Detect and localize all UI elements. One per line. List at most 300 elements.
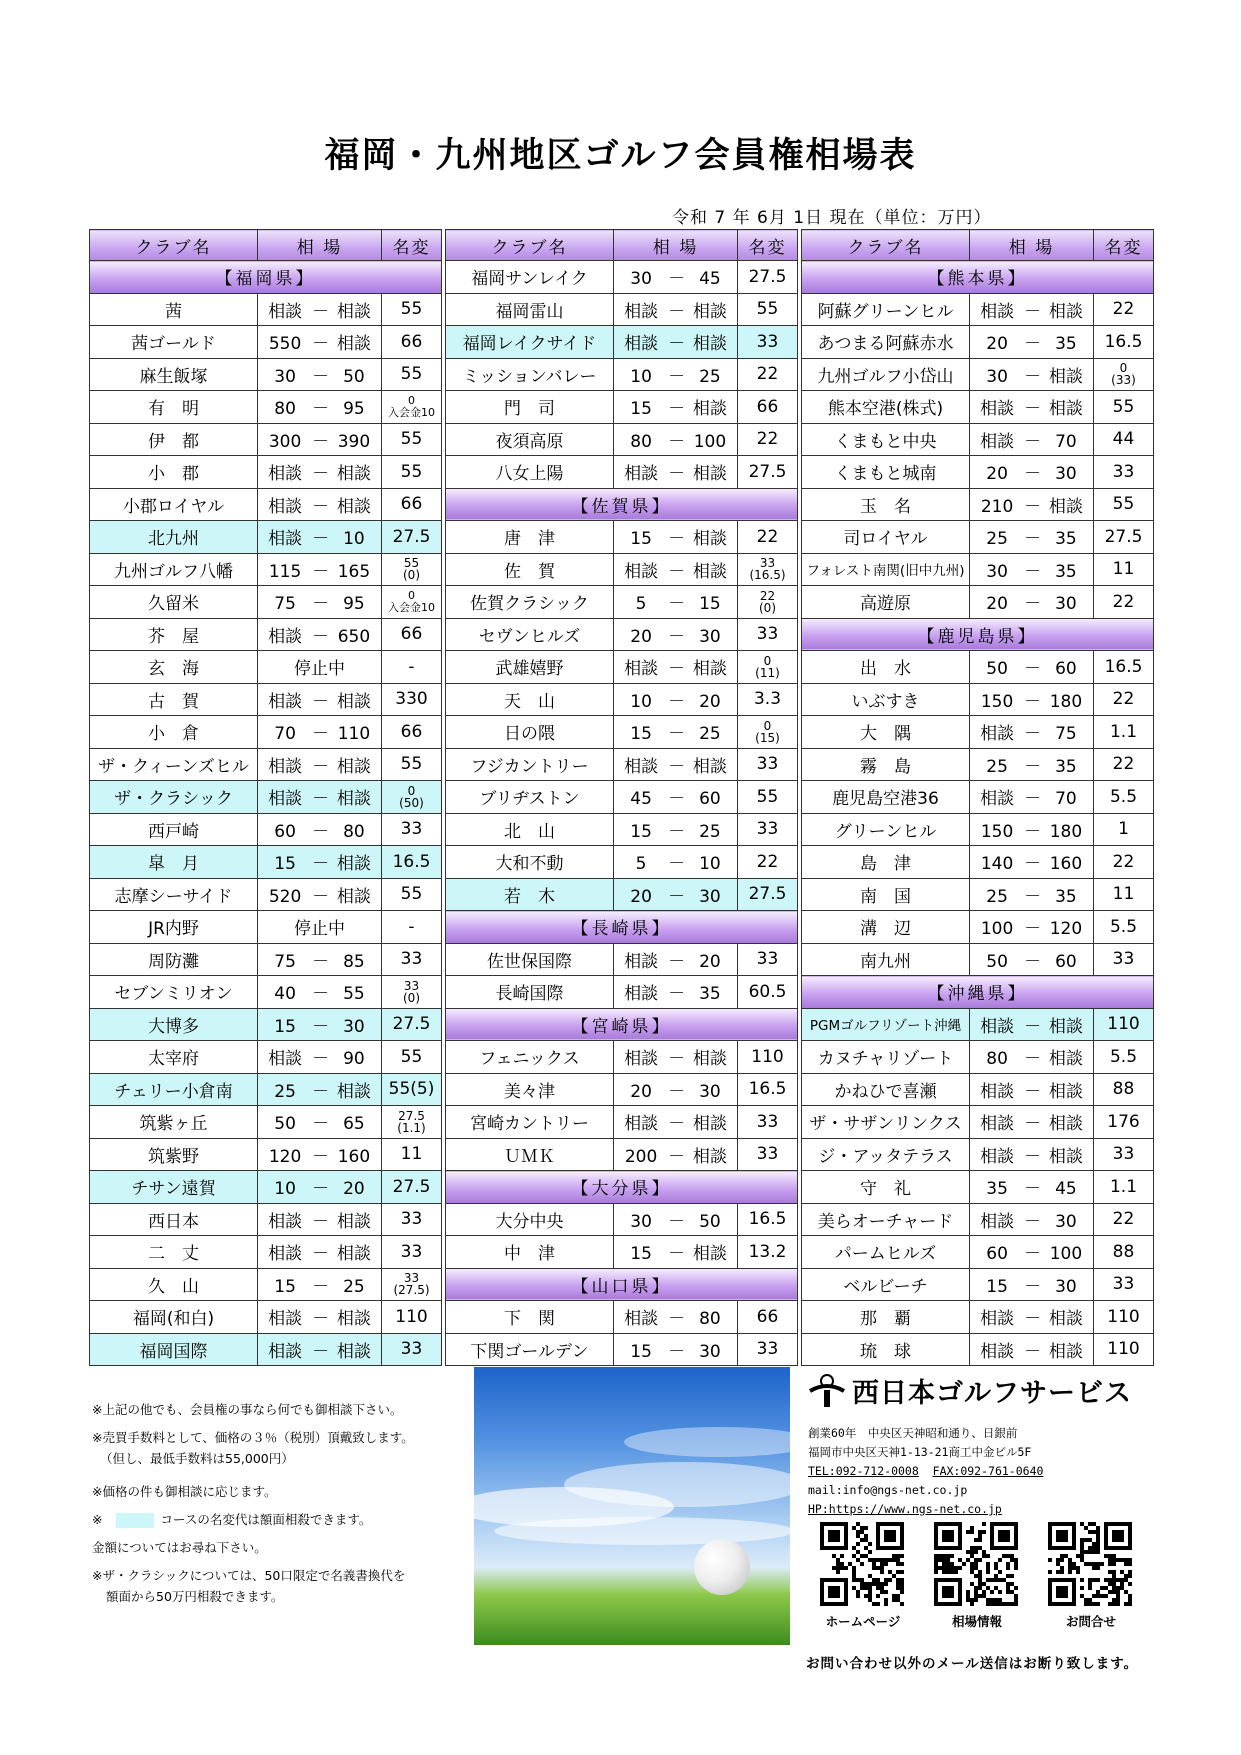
club-name: 北九州 [90,521,258,554]
price-high: 30 [1055,464,1077,485]
meihen-fee: 3.3 [738,683,798,716]
table-row [90,1268,442,1301]
price-high: 10 [343,529,365,550]
price-range [970,911,1094,944]
meihen-fee: 1.1 [1094,1171,1154,1204]
meihen-fee: 0 (50) [382,781,442,814]
range-dash: － [668,756,686,777]
price-low: 25 [986,529,1008,550]
range-dash: － [312,496,330,517]
price-low: 相談 [624,1309,659,1330]
range-dash: － [668,1146,686,1167]
table-row [90,748,442,781]
meihen-fee: 33 [382,813,442,846]
table-row [446,878,798,911]
price-range [258,358,382,391]
meihen-fee: 16.5 [738,1203,798,1236]
meihen-fee: 0 入会金10 [382,391,442,424]
table-row [802,326,1154,359]
prefecture-header: 【宮崎県】 [446,1008,798,1041]
meihen-fee: 22 [738,423,798,456]
meihen-fee: 33 [382,943,442,976]
price-range [970,1008,1094,1041]
range-dash: － [312,334,330,355]
price-low: 相談 [624,984,659,1005]
club-name: 福岡(和白) [90,1301,258,1334]
table-row [90,358,442,391]
range-dash: － [312,756,330,777]
range-dash: － [1024,1309,1042,1330]
homepage-link[interactable]: HP:https://www.ngs-net.co.jp [808,1502,1002,1516]
range-dash: － [312,626,330,647]
price-range [614,878,738,911]
meihen-fee: 27.5 [738,261,798,294]
price-range [970,748,1094,781]
table-row [446,423,798,456]
price-low: 15 [274,1016,296,1037]
table-row [802,846,1154,879]
meihen-fee: 16.5 [1094,651,1154,684]
price-high: 相談 [1048,1114,1083,1135]
club-name: 大 隅 [802,716,970,749]
range-dash: － [668,789,686,810]
price-low: 5 [635,594,647,615]
club-name: 門 司 [446,391,614,424]
range-dash: － [1024,789,1042,810]
club-name: 二 丈 [90,1236,258,1269]
club-name: セブンミリオン [90,976,258,1009]
price-low: 相談 [268,301,303,322]
meihen-fee: - [382,651,442,684]
club-name: 筑紫ヶ丘 [90,1106,258,1139]
price-high: 相談 [336,464,371,485]
table-row [802,683,1154,716]
meihen-fee: 33 [1094,943,1154,976]
table-row [802,1138,1154,1171]
price-range [614,586,738,619]
club-name: フォレスト南関(旧中九州) [802,553,970,586]
range-dash: － [312,1146,330,1167]
club-name: くまもと城南 [802,456,970,489]
range-dash: － [668,626,686,647]
meihen-fee: 110 [382,1301,442,1334]
meihen-fee: 88 [1094,1073,1154,1106]
meihen-fee: - [382,911,442,944]
price-high: 60 [699,789,721,810]
price-range [970,586,1094,619]
range-dash: － [1024,1244,1042,1265]
range-dash: － [1024,496,1042,517]
price-range [614,813,738,846]
price-range [614,683,738,716]
price-range [614,521,738,554]
price-high: 15 [699,594,721,615]
range-dash: － [312,1179,330,1200]
table-row [90,521,442,554]
table-row [446,261,798,294]
table-row [802,553,1154,586]
range-dash: － [312,561,330,582]
price-range [970,1106,1094,1139]
meihen-fee: 27.5 [382,521,442,554]
price-low: 20 [986,334,1008,355]
range-dash: － [312,366,330,387]
table-row [90,716,442,749]
table-row [446,651,798,684]
price-low: 15 [630,529,652,550]
meihen-fee: 176 [1094,1106,1154,1139]
note: ※上記の他でも、会員権の事なら何でも御相談下さい。 [92,1402,403,1417]
price-low: 5 [635,854,647,875]
price-high: 50 [699,1211,721,1232]
price-low: 60 [986,1244,1008,1265]
range-dash: － [1024,1276,1042,1297]
table-row [446,553,798,586]
club-name: ザ・クィーンズヒル [90,748,258,781]
price-range [614,943,738,976]
meihen-fee: 22 [1094,586,1154,619]
club-name: 九州ゴルフ八幡 [90,553,258,586]
club-name: グリーンヒル [802,813,970,846]
meihen-fee: 22 [1094,846,1154,879]
range-dash: － [1024,1081,1042,1102]
price-low: 15 [274,854,296,875]
price-high: 相談 [692,301,727,322]
price-low: 15 [630,724,652,745]
price-range [258,293,382,326]
meihen-fee: 60.5 [738,976,798,1009]
column-header-price: 相 場 [970,230,1094,261]
price-range [258,813,382,846]
club-name: ザ・サザンリンクス [802,1106,970,1139]
range-dash: － [668,886,686,907]
price-low: 50 [274,1114,296,1135]
note-text: コースの名変代は額面相殺できます。 [160,1512,372,1527]
club-name: セヴンヒルズ [446,618,614,651]
club-name: 高遊原 [802,586,970,619]
meihen-fee: 110 [1094,1301,1154,1334]
table-row [802,456,1154,489]
price-low: 50 [986,659,1008,680]
club-name: 美々津 [446,1073,614,1106]
price-range [970,423,1094,456]
range-dash: － [312,1341,330,1362]
range-dash: － [668,1341,686,1362]
table-row [802,1301,1154,1334]
price-high: 100 [1049,1244,1083,1265]
table-row [90,488,442,521]
price-range [614,1236,738,1269]
club-name: 周防灘 [90,943,258,976]
price-range [258,943,382,976]
price-range [258,586,382,619]
club-name: 皐 月 [90,846,258,879]
price-range: 停止中 [258,651,382,684]
range-dash: － [1024,691,1042,712]
price-low: 70 [274,724,296,745]
meihen-fee: 1.1 [1094,716,1154,749]
meihen-fee: 11 [1094,878,1154,911]
price-low: 相談 [980,789,1015,810]
range-dash: － [668,1211,686,1232]
meihen-fee: 11 [1094,553,1154,586]
range-dash: － [312,691,330,712]
price-range [614,1106,738,1139]
club-name: 芥 屋 [90,618,258,651]
club-name: 福岡雷山 [446,293,614,326]
price-table-1 [89,229,442,1366]
meihen-fee: 22 [738,846,798,879]
price-high: 相談 [336,789,371,810]
company-name: 西日本ゴルフサービス [852,1377,1132,1409]
table-row [90,553,442,586]
price-low: 60 [274,821,296,842]
company-tagline: 創業60年 中央区天神昭和通り、日銀前 [808,1426,1018,1440]
table-row [802,586,1154,619]
notes [92,1400,414,1615]
price-high: 55 [343,984,365,1005]
table-row [90,1106,442,1139]
golf-ball [694,1539,750,1595]
price-table-3 [801,229,1154,1366]
price-low: 210 [980,496,1014,517]
price-range [614,1073,738,1106]
range-dash: － [312,1276,330,1297]
company-address: 福岡市中央区天神1-13-21商工中金ビル5F [808,1445,1032,1459]
price-range [614,846,738,879]
table-row [446,326,798,359]
table-row [802,716,1154,749]
price-high: 30 [699,1081,721,1102]
highlight-swatch [116,1513,154,1528]
meihen-fee: 22 [1094,293,1154,326]
price-range [614,423,738,456]
price-high: 70 [1055,431,1077,452]
meihen-fee: 16.5 [1094,326,1154,359]
note: 金額についてはお尋ね下さい。 [92,1540,267,1555]
logo-mark-icon [808,1373,846,1407]
club-name: 筑紫野 [90,1138,258,1171]
table-row [802,911,1154,944]
price-low: 40 [274,984,296,1005]
range-dash: － [1024,886,1042,907]
table-row [90,586,442,619]
club-name: 太宰府 [90,1041,258,1074]
table-row [446,1301,798,1334]
price-low: 相談 [980,399,1015,420]
club-name: 九州ゴルフ小岱山 [802,358,970,391]
table-row [802,1203,1154,1236]
range-dash: － [1024,334,1042,355]
price-high: 35 [1055,756,1077,777]
price-low: 30 [630,269,652,290]
price-low: 15 [986,1276,1008,1297]
range-dash: － [1024,464,1042,485]
club-name: 麻生飯塚 [90,358,258,391]
price-high: 相談 [1048,301,1083,322]
qr-homepage[interactable] [820,1522,906,1630]
club-name: 福岡国際 [90,1333,258,1366]
price-high: 相談 [1048,1341,1083,1362]
range-dash: － [1024,1179,1042,1200]
price-high: 30 [1055,1211,1077,1232]
price-range [970,1073,1094,1106]
club-name: 福岡サンレイク [446,261,614,294]
price-range [614,1203,738,1236]
price-high: 相談 [692,1114,727,1135]
meihen-fee: 33 [738,1106,798,1139]
table-row [446,358,798,391]
price-low: 30 [986,366,1008,387]
range-dash: － [668,431,686,452]
meihen-fee: 22 [1094,1203,1154,1236]
price-range [970,488,1094,521]
price-low: 20 [986,594,1008,615]
table-row [90,1203,442,1236]
meihen-fee: 66 [738,391,798,424]
price-low: 10 [630,366,652,387]
range-dash: － [668,594,686,615]
table-row [446,618,798,651]
range-dash: － [312,1244,330,1265]
price-high: 90 [343,1049,365,1070]
meihen-fee: 33 [1094,1138,1154,1171]
price-low: 10 [274,1179,296,1200]
range-dash: － [312,529,330,550]
club-name: 玄 海 [90,651,258,684]
price-low: 相談 [268,464,303,485]
qr-code-icon [1048,1522,1132,1606]
price-range [614,716,738,749]
table-row [446,781,798,814]
price-low: 相談 [268,1211,303,1232]
club-name: 天 山 [446,683,614,716]
price-high: 60 [1055,951,1077,972]
table-row [90,683,442,716]
table-row [90,456,442,489]
price-high: 80 [343,821,365,842]
meihen-fee: 33 [738,326,798,359]
range-dash: － [668,1049,686,1070]
table-row [90,976,442,1009]
meihen-fee: 44 [1094,423,1154,456]
meihen-fee: 66 [382,326,442,359]
price-high: 110 [337,724,371,745]
mail-link[interactable]: mail:info@ngs-net.co.jp [808,1483,968,1497]
qr-contact[interactable] [1048,1522,1134,1630]
meihen-fee: 27.5 [738,456,798,489]
price-range [258,781,382,814]
table-row [90,1171,442,1204]
meihen-fee: 27.5 [738,878,798,911]
range-dash: － [312,1081,330,1102]
price-high: 45 [699,269,721,290]
table-row [446,846,798,879]
price-low: 25 [986,886,1008,907]
club-name: 中 津 [446,1236,614,1269]
price-range [258,456,382,489]
meihen-fee: 33 [738,1333,798,1366]
table-row [446,1333,798,1366]
range-dash: － [312,724,330,745]
price-high: 相談 [336,334,371,355]
meihen-fee: 110 [1094,1008,1154,1041]
price-low: 80 [986,1049,1008,1070]
as-of-date: 令和 7 年 6月 1日 現在（単位：万円） [672,208,992,228]
price-range [258,878,382,911]
range-dash: － [1024,756,1042,777]
meihen-fee: 27.5 (1.1) [382,1106,442,1139]
range-dash: － [312,301,330,322]
price-high: 120 [1049,919,1083,940]
column-header-meihen: 名変 [382,230,442,261]
meihen-fee: 27.5 [1094,521,1154,554]
table-row [90,878,442,911]
range-dash: － [668,399,686,420]
table-row [802,1073,1154,1106]
price-low: 相談 [624,464,659,485]
range-dash: － [1024,821,1042,842]
qr-prices[interactable] [934,1522,1020,1630]
price-range [970,651,1094,684]
meihen-fee: 55 [382,423,442,456]
price-low: 相談 [624,659,659,680]
price-range [970,1236,1094,1269]
price-high: 相談 [336,1341,371,1362]
price-range [970,846,1094,879]
price-range [258,521,382,554]
price-low: 100 [980,919,1014,940]
club-name: 島 津 [802,846,970,879]
meihen-fee: 5.5 [1094,781,1154,814]
price-high: 70 [1055,789,1077,810]
range-dash: － [1024,951,1042,972]
range-dash: － [1024,1211,1042,1232]
meihen-fee: 13.2 [738,1236,798,1269]
price-low: 25 [274,1081,296,1102]
club-name: 佐賀クラシック [446,586,614,619]
price-low: 相談 [980,1114,1015,1135]
range-dash: － [312,594,330,615]
table-row [90,1041,442,1074]
column-header-club: クラブ名 [446,230,614,261]
table-row [446,1203,798,1236]
club-name: 北 山 [446,813,614,846]
price-low: 相談 [980,1146,1015,1167]
club-name: 久 山 [90,1268,258,1301]
price-range [970,716,1094,749]
range-dash: － [668,269,686,290]
price-high: 35 [1055,529,1077,550]
tel-link[interactable]: TEL:092-712-0008 [808,1464,919,1478]
table-row [802,293,1154,326]
range-dash: － [668,1244,686,1265]
price-range [614,553,738,586]
price-low: 30 [274,366,296,387]
qr-code-icon [820,1522,904,1606]
club-name: ジ・アッタテラス [802,1138,970,1171]
range-dash: － [312,1049,330,1070]
range-dash: － [1024,1341,1042,1362]
price-range [970,1041,1094,1074]
meihen-fee: 33 [738,748,798,781]
price-low: 相談 [980,1341,1015,1362]
range-dash: － [668,464,686,485]
price-range [258,1268,382,1301]
range-dash: － [312,951,330,972]
meihen-fee: 66 [382,618,442,651]
club-name: チェリー小倉南 [90,1073,258,1106]
